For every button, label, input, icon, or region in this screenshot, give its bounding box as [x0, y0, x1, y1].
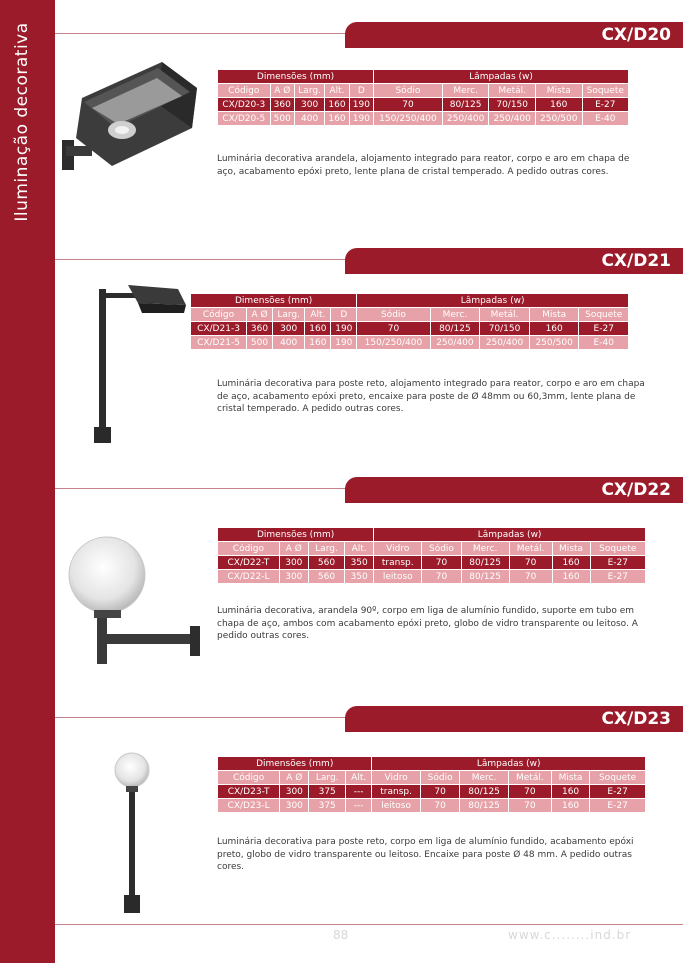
table-cell: 160: [325, 98, 349, 112]
table-cell: 360: [247, 322, 273, 336]
table-cell: 500: [247, 336, 273, 350]
table-row: [218, 785, 646, 799]
table-cell: 560: [308, 556, 344, 570]
column-header: D: [349, 84, 373, 98]
column-header: Alt.: [325, 84, 349, 98]
dimensions-group-header: Dimensões (mm): [218, 70, 374, 84]
table-cell: leitoso: [374, 570, 422, 584]
table-cell: 70: [420, 785, 460, 799]
column-header: A Ø: [280, 771, 309, 785]
table-cell: 160: [535, 98, 582, 112]
table-cell: 80/125: [442, 98, 489, 112]
column-header: Soquete: [579, 308, 629, 322]
table-cell: 80/125: [461, 556, 509, 570]
spec-table-cx-d22: [217, 527, 646, 584]
table-cell: 70: [508, 799, 551, 813]
column-header: Código: [191, 308, 247, 322]
table-cell: 300: [272, 322, 304, 336]
table-cell: 160: [325, 112, 349, 126]
column-header: Alt.: [305, 308, 331, 322]
table-cell: 160: [552, 570, 590, 584]
product-code-header: CX/D21: [345, 248, 683, 274]
table-cell: 70/150: [489, 98, 536, 112]
table-cell: 500: [270, 112, 294, 126]
column-header: Soquete: [590, 542, 645, 556]
table-cell: E-27: [590, 570, 645, 584]
lamps-group-header: Lâmpadas (w): [372, 757, 646, 771]
column-header: Merc.: [442, 84, 489, 98]
column-header: Mista: [552, 542, 590, 556]
table-cell: 400: [294, 112, 324, 126]
table-group-header: [191, 294, 629, 308]
table-cell: 70/150: [480, 322, 530, 336]
table-cell: CX/D23-L: [218, 799, 280, 813]
table-cell: E-27: [590, 799, 646, 813]
table-cell: E-40: [579, 336, 629, 350]
table-cell: 150/250/400: [357, 336, 430, 350]
table-row: [218, 570, 646, 584]
table-cell: 190: [331, 322, 357, 336]
table-cell: ---: [345, 799, 371, 813]
table-row: [218, 556, 646, 570]
column-header: A Ø: [279, 542, 308, 556]
column-header: Metál.: [480, 308, 530, 322]
product-description: Luminária decorativa para poste reto, alojamento integrado para reator, corpo e aro em chapa de aço, acabamento epóxi preto, encaixe para poste de Ø 48mm ou 60,3mm, lente plana de cristal temperado. A pedido outras cores.: [217, 379, 645, 414]
column-header: Merc.: [460, 771, 508, 785]
table-column-header: [218, 771, 646, 785]
table-cell: E-27: [590, 785, 646, 799]
table-column-header: [191, 308, 629, 322]
table-cell: 160: [551, 785, 589, 799]
table-cell: 70: [509, 556, 552, 570]
table-cell: 70: [374, 98, 443, 112]
table-row: [218, 112, 629, 126]
column-header: Sódio: [420, 771, 460, 785]
dimensions-group-header: Dimensões (mm): [218, 528, 374, 542]
table-cell: E-27: [590, 556, 645, 570]
table-cell: 360: [270, 98, 294, 112]
table-cell: CX/D21-3: [191, 322, 247, 336]
lamps-group-header: Lâmpadas (w): [374, 70, 629, 84]
column-header: Metál.: [508, 771, 551, 785]
table-cell: CX/D22-L: [218, 570, 280, 584]
table-cell: E-40: [582, 112, 628, 126]
column-header: Metál.: [509, 542, 552, 556]
globe-post-luminaire-image: [108, 750, 156, 915]
page-number: 88: [333, 928, 349, 942]
column-header: Sódio: [357, 308, 430, 322]
table-row: [218, 98, 629, 112]
table-group-header: [218, 757, 646, 771]
table-cell: 300: [280, 785, 309, 799]
column-header: D: [331, 308, 357, 322]
table-cell: 70: [420, 799, 460, 813]
dimensions-group-header: Dimensões (mm): [218, 757, 372, 771]
table-cell: 80/125: [460, 799, 508, 813]
column-header: Vidro: [372, 771, 420, 785]
globe-wall-luminaire-image: [62, 530, 207, 670]
table-row: [191, 336, 629, 350]
table-cell: 80/125: [461, 570, 509, 584]
table-cell: 160: [551, 799, 589, 813]
spec-table-cx-d20: [217, 69, 629, 126]
table-row: [218, 799, 646, 813]
table-cell: 70: [508, 785, 551, 799]
column-header: Mista: [551, 771, 589, 785]
table-cell: 250/400: [430, 336, 480, 350]
table-cell: 160: [529, 322, 579, 336]
column-header: Alt.: [345, 771, 371, 785]
product-code-header: CX/D20: [345, 22, 683, 48]
sidebar-title-text: Iluminação decorativa: [12, 22, 32, 222]
table-cell: 80/125: [460, 785, 508, 799]
column-header: A Ø: [270, 84, 294, 98]
table-cell: CX/D23-T: [218, 785, 280, 799]
table-cell: CX/D21-5: [191, 336, 247, 350]
table-cell: 160: [552, 556, 590, 570]
table-cell: 300: [279, 570, 308, 584]
table-cell: 70: [509, 570, 552, 584]
column-header: Soquete: [582, 84, 628, 98]
table-cell: 250/400: [480, 336, 530, 350]
table-cell: 190: [331, 336, 357, 350]
table-cell: transp.: [374, 556, 422, 570]
column-header: Código: [218, 542, 280, 556]
spec-table-cx-d23: [217, 756, 646, 813]
column-header: Alt.: [345, 542, 374, 556]
table-cell: 150/250/400: [374, 112, 443, 126]
table-cell: E-27: [582, 98, 628, 112]
table-cell: 190: [349, 98, 373, 112]
column-header: Mista: [535, 84, 582, 98]
column-header: A Ø: [247, 308, 273, 322]
product-description: Luminária decorativa para poste reto, corpo em liga de alumínio fundido, acabamento epóxi preto, globo de vidro transparente ou leitoso. Encaixe para poste Ø 48 mm. A pedido outras cores.: [217, 837, 634, 872]
table-column-header: [218, 542, 646, 556]
sidebar-title: [0, 0, 44, 240]
product-description: Luminária decorativa, arandela 90º, corpo em liga de alumínio fundido, suporte em tubo em chapa de aço, ambos com acabamento epóxi preto, globo de vidro transparente ou leitoso. A pedido outras cores.: [217, 606, 638, 641]
column-header: Merc.: [461, 542, 509, 556]
table-cell: 160: [305, 322, 331, 336]
table-cell: 250/400: [442, 112, 489, 126]
table-cell: 560: [308, 570, 344, 584]
column-header: Larg.: [308, 542, 344, 556]
sidebar: [0, 0, 55, 963]
column-header: Larg.: [294, 84, 324, 98]
table-cell: 190: [349, 112, 373, 126]
table-cell: 375: [309, 785, 345, 799]
column-header: Mista: [529, 308, 579, 322]
column-header: Vidro: [374, 542, 422, 556]
table-cell: ---: [345, 785, 371, 799]
table-cell: CX/D20-5: [218, 112, 271, 126]
table-cell: 70: [357, 322, 430, 336]
table-row: [191, 322, 629, 336]
table-cell: transp.: [372, 785, 420, 799]
table-cell: E-27: [579, 322, 629, 336]
table-group-header: [218, 528, 646, 542]
lamps-group-header: Lâmpadas (w): [374, 528, 646, 542]
website-link[interactable]: www.c........ind.br: [508, 928, 632, 942]
lamps-group-header: Lâmpadas (w): [357, 294, 629, 308]
table-cell: 300: [279, 556, 308, 570]
table-cell: 160: [305, 336, 331, 350]
table-cell: 250/500: [535, 112, 582, 126]
table-cell: CX/D22-T: [218, 556, 280, 570]
column-header: Sódio: [374, 84, 443, 98]
column-header: Larg.: [309, 771, 345, 785]
product-code-header: CX/D23: [345, 706, 683, 732]
table-cell: 250/500: [529, 336, 579, 350]
table-cell: 70: [422, 556, 461, 570]
table-cell: 375: [309, 799, 345, 813]
table-cell: CX/D20-3: [218, 98, 271, 112]
footer-divider: [55, 924, 683, 925]
table-cell: 250/400: [489, 112, 536, 126]
product-code-header: CX/D22: [345, 477, 683, 503]
table-cell: leitoso: [372, 799, 420, 813]
wall-luminaire-image: [62, 58, 202, 174]
table-cell: 80/125: [430, 322, 480, 336]
column-header: Metál.: [489, 84, 536, 98]
table-cell: 70: [422, 570, 461, 584]
table-cell: 300: [294, 98, 324, 112]
table-group-header: [218, 70, 629, 84]
table-cell: 300: [280, 799, 309, 813]
table-cell: 350: [345, 570, 374, 584]
column-header: Código: [218, 84, 271, 98]
dimensions-group-header: Dimensões (mm): [191, 294, 357, 308]
column-header: Código: [218, 771, 280, 785]
table-cell: 400: [272, 336, 304, 350]
spec-table-cx-d21: [190, 293, 629, 350]
table-column-header: [218, 84, 629, 98]
column-header: Sódio: [422, 542, 461, 556]
post-luminaire-image: [88, 283, 188, 448]
column-header: Merc.: [430, 308, 480, 322]
table-cell: 350: [345, 556, 374, 570]
column-header: Larg.: [272, 308, 304, 322]
product-description: Luminária decorativa arandela, alojamento integrado para reator, corpo e aro em chapa de aço, acabamento epóxi preto, lente plana de cristal temperado. A pedido outras cores.: [217, 154, 630, 177]
column-header: Soquete: [590, 771, 646, 785]
